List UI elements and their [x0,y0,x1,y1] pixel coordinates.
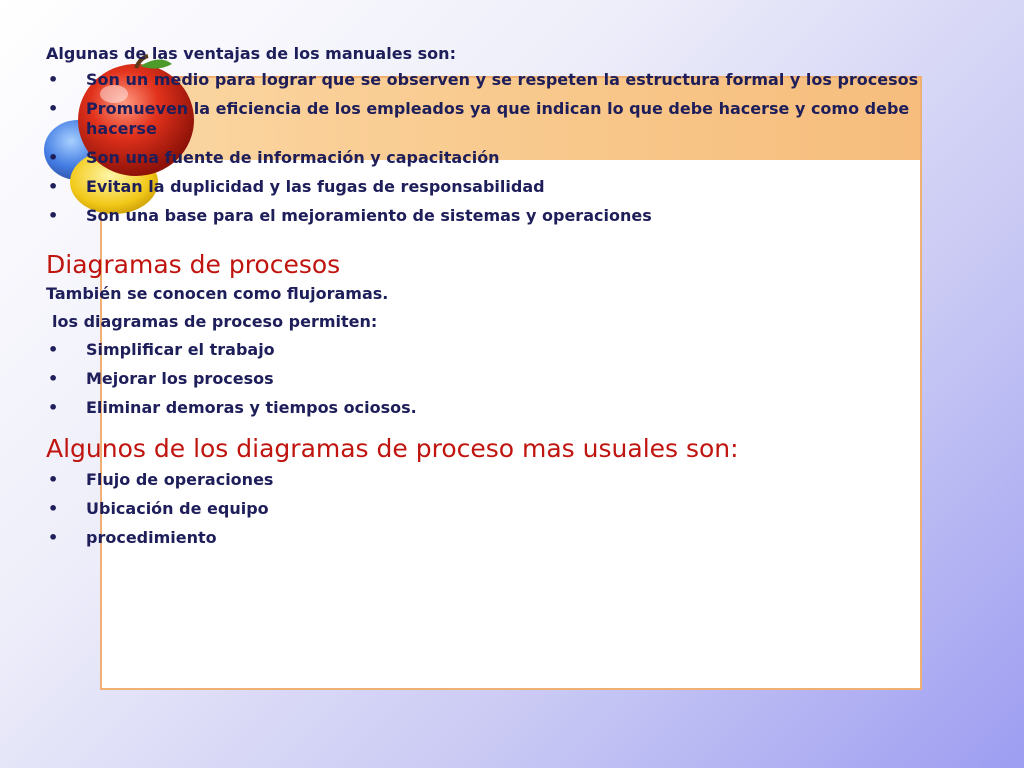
list-item: • Ubicación de equipo [48,499,269,518]
section-text-permiten: los diagramas de proceso permiten: [52,312,378,331]
list-item: • Son una fuente de información y capacitación [48,148,500,167]
bullet-icon: • [48,470,59,489]
bullet-icon: • [48,369,59,388]
list-item: • procedimiento [48,528,217,547]
intro-text: Algunas de las ventajas de los manuales son: [46,44,456,63]
bullet-icon: • [48,148,59,167]
bullet-icon: • [48,70,59,89]
bullet-icon: • [48,398,59,417]
section-heading-usuales: Algunos de los diagramas de proceso mas usuales son: [46,434,739,463]
bullet-icon: • [48,499,59,518]
bullet-icon: • [48,177,59,196]
section-text-flujoramas: También se conocen como flujoramas. [46,284,389,303]
advantages-list [46,70,966,226]
bullet-icon: • [48,206,59,225]
list-item: • Promueven la eficiencia de los empleados ya que indican lo que debe hacerse y como debe hacerse [48,99,910,138]
bullet-icon: • [48,528,59,547]
slide-content [46,44,966,557]
list-item: • Mejorar los procesos [48,369,274,388]
diagram-types-list [46,470,966,548]
list-item: • Son un medio para lograr que se observen y se respeten la estructura formal y los procesos [48,70,919,89]
list-item: • Evitan la duplicidad y las fugas de responsabilidad [48,177,545,196]
bullet-icon: • [48,99,59,118]
list-item: • Simplificar el trabajo [48,340,275,359]
list-item: • Eliminar demoras y tiempos ociosos. [48,398,417,417]
list-item: • Flujo de operaciones [48,470,274,489]
list-item: • Son una base para el mejoramiento de sistemas y operaciones [48,206,652,225]
bullet-icon: • [48,340,59,359]
benefits-list [46,340,966,418]
section-heading-diagramas: Diagramas de procesos [46,250,341,279]
